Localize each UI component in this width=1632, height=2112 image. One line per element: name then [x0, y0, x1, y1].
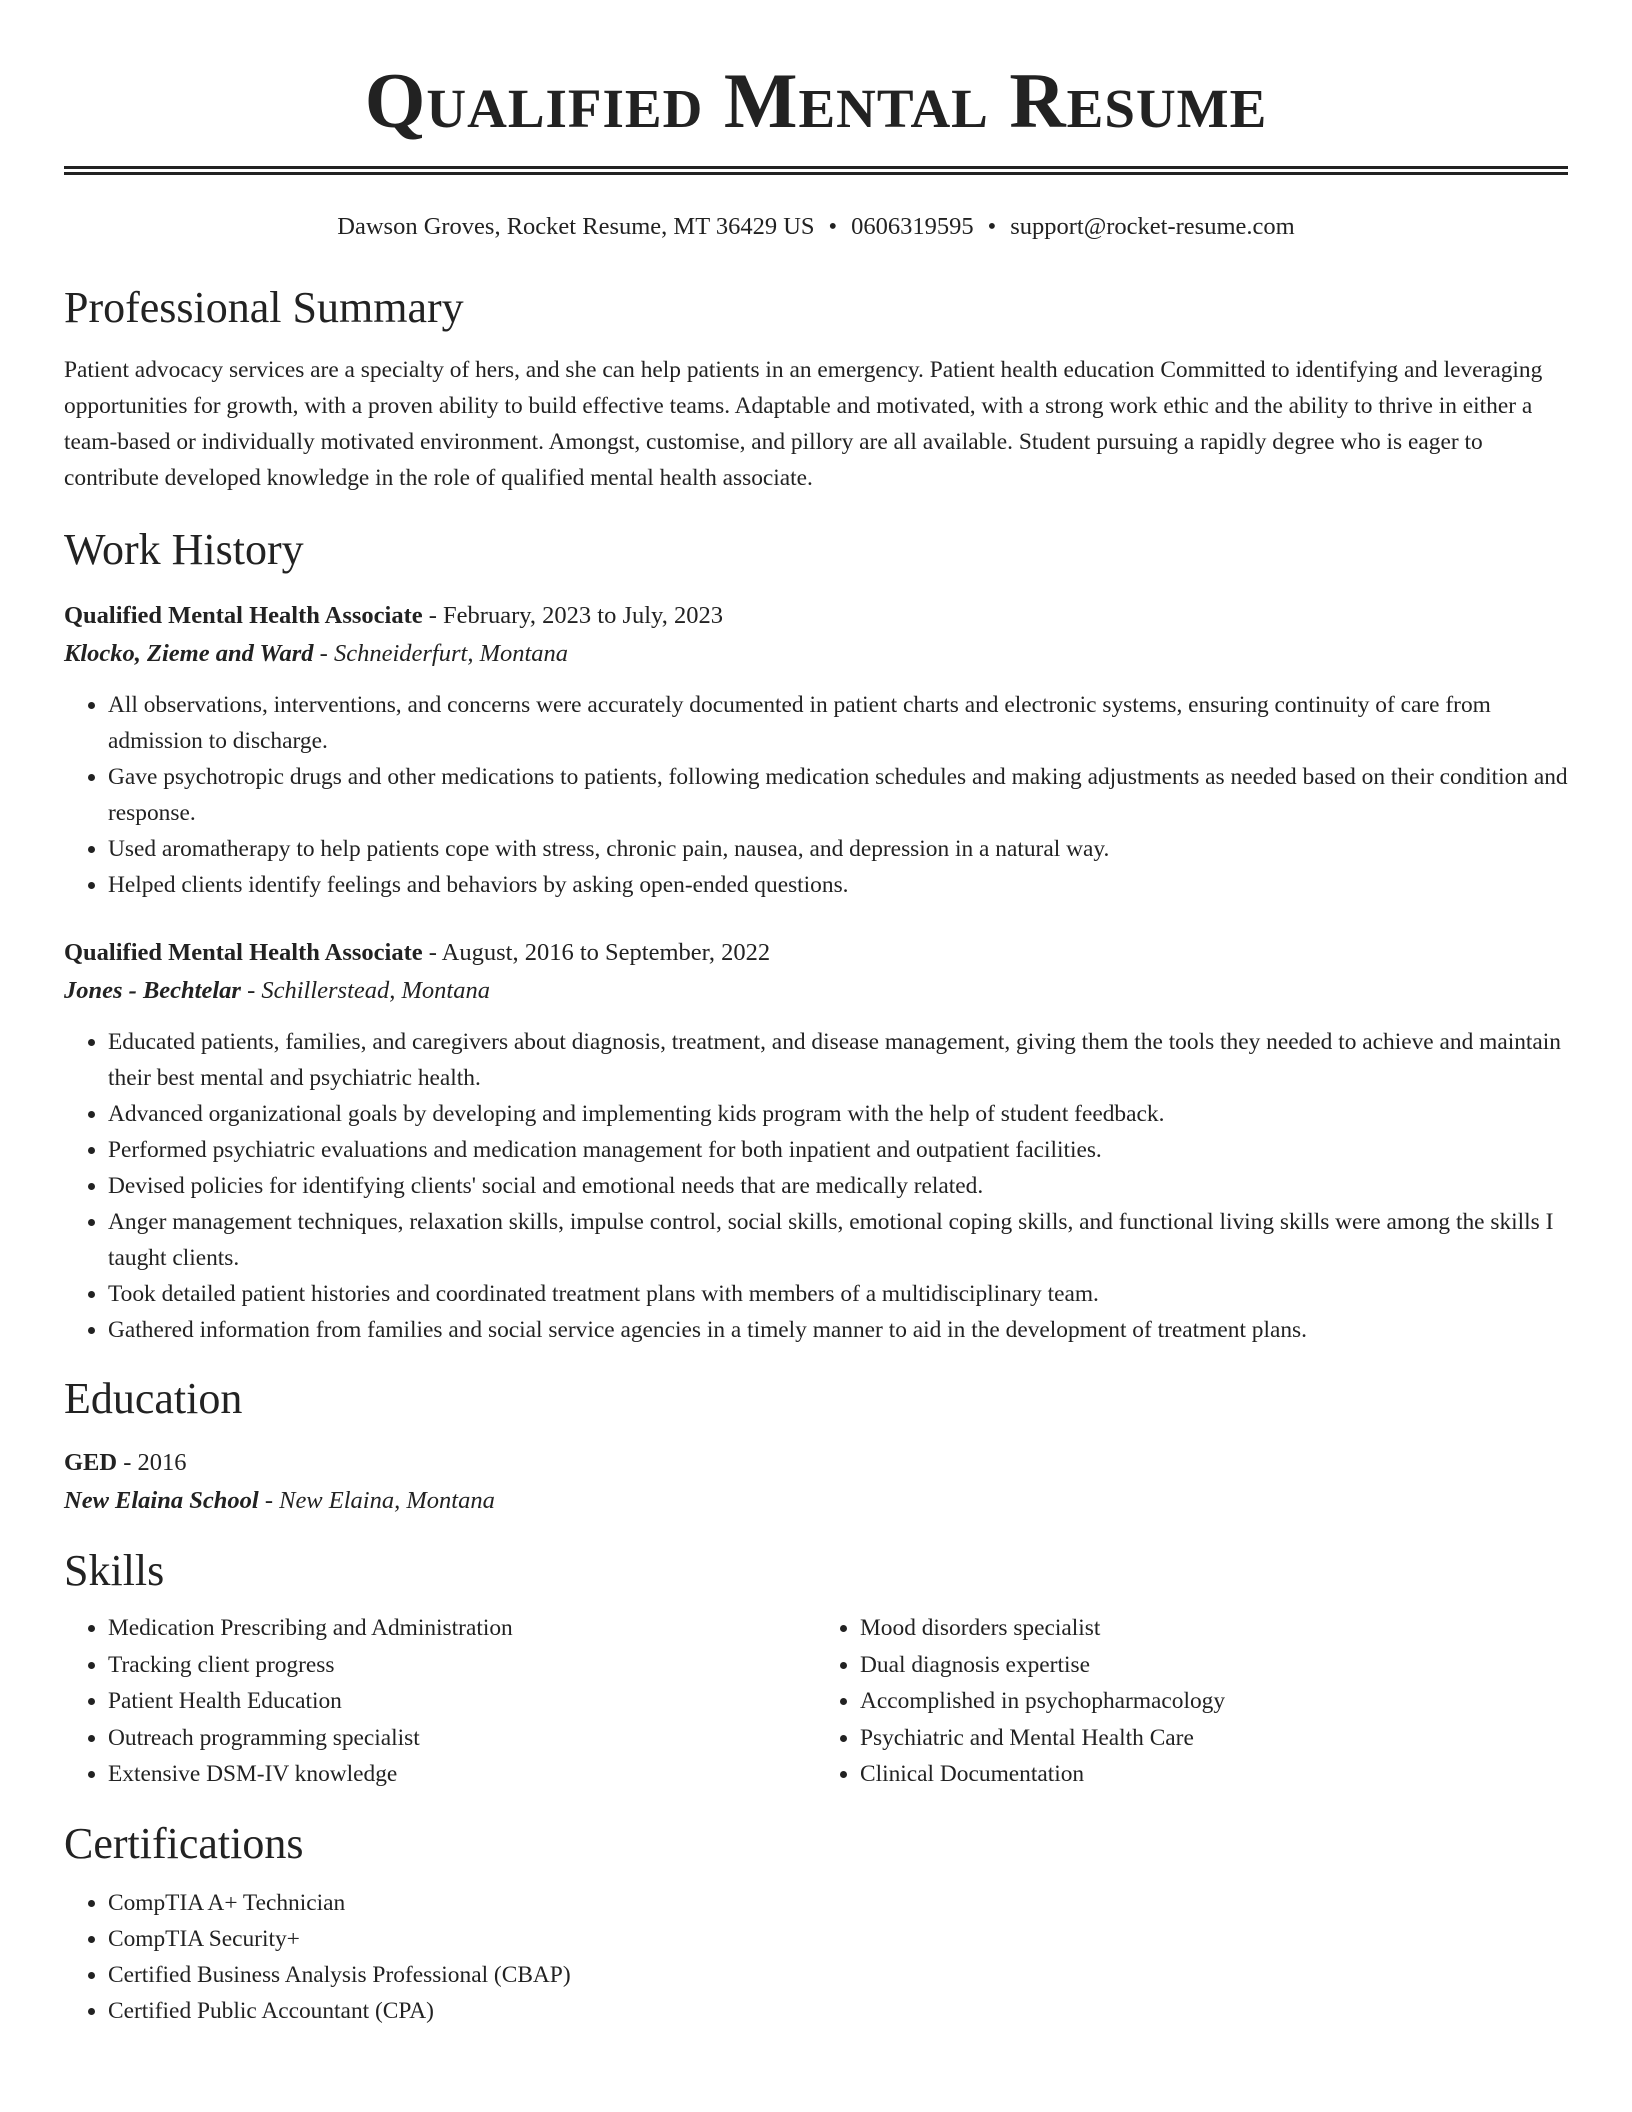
job-title-line: [64, 934, 1568, 972]
section-heading-skills: Skills: [64, 1546, 165, 1595]
section-heading-certifications: Certifications: [64, 1818, 304, 1868]
job-bullets: [64, 687, 1568, 903]
list-item: • Used aromatherapy to help patients cope with stress, chronic pain, nausea, and depression in a natural way.: [108, 831, 1568, 867]
employer-location: - Schillerstead, Montana: [240, 977, 490, 1004]
list-item: • CompTIA Security+: [108, 1921, 1568, 1957]
section-heading-work: Work History: [64, 525, 304, 574]
employer-name: Klocko, Zieme and Ward: [64, 640, 314, 667]
list-item: • Accomplished in psychopharmacology: [860, 1683, 1568, 1720]
contact-phone: 0606319595: [851, 213, 974, 240]
list-item: • Advanced organizational goals by developing and implementing kids program with the help of student feedback.: [108, 1096, 1568, 1132]
degree-name: GED: [64, 1449, 118, 1476]
education-entry: [64, 1444, 1568, 1520]
job-bullets: [64, 1024, 1568, 1348]
list-item: • All observations, interventions, and concerns were accurately documented in patient charts and electronic systems, ensuring continuity of care from admission to discharge.: [108, 687, 1568, 759]
job-entry: [64, 934, 1568, 1348]
list-item: • Psychiatric and Mental Health Care: [860, 1720, 1568, 1757]
job-title: Qualified Mental Health Associate: [64, 939, 423, 966]
resume-title: Qualified Mental Resume: [364, 57, 1268, 144]
list-item: • Gave psychotropic drugs and other medications to patients, following medication schedules and making adjustments as needed based on their condition and response.: [108, 759, 1568, 831]
job-title-line: [64, 597, 1568, 635]
list-item: • Educated patients, families, and caregivers about diagnosis, treatment, and disease management, giving them the tools they needed to achieve and maintain their best mental and psychiatric health.: [108, 1024, 1568, 1096]
job-dates: - February, 2023 to July, 2023: [422, 602, 723, 629]
summary-text: Patient advocacy services are a specialty of hers, and she can help patients in an emergency. Patient health education Committed to identifying and leveraging opportunities for growth, with a proven ability to build effective teams. Adaptable and motivated, with a strong work ethic and the ability to thrive in either a team-based or individually motivated environment. Amongst, customise, and pillory are all available. Student pursuing a rapidly degree who is eager to contribute developed knowledge in the role of qualified mental health associate.: [64, 357, 1543, 491]
contact-line: [64, 211, 1568, 243]
list-item: • Patient Health Education: [108, 1683, 816, 1720]
list-item: • Certified Public Accountant (CPA): [108, 1993, 1568, 2029]
skills-column-right: [816, 1610, 1568, 1793]
title-divider: [64, 166, 1568, 175]
employer-line: [64, 972, 1568, 1010]
list-item: • Helped clients identify feelings and behaviors by asking open-ended questions.: [108, 867, 1568, 903]
employer-name: Jones - Bechtelar: [64, 977, 241, 1004]
list-item: • Clinical Documentation: [860, 1756, 1568, 1793]
school-name: New Elaina School: [64, 1487, 259, 1514]
contact-separator: •: [828, 213, 838, 240]
skills-column-left: [64, 1610, 816, 1793]
degree-year: - 2016: [117, 1449, 187, 1476]
list-item: • Took detailed patient histories and coordinated treatment plans with members of a multidisciplinary team.: [108, 1276, 1568, 1312]
list-item: • Devised policies for identifying clients' social and emotional needs that are medically related.: [108, 1168, 1568, 1204]
section-heading-education: Education: [64, 1374, 243, 1423]
list-item: • Dual diagnosis expertise: [860, 1647, 1568, 1684]
list-item: • Medication Prescribing and Administration: [108, 1610, 816, 1647]
job-entry: [64, 597, 1568, 903]
job-dates: - August, 2016 to September, 2022: [422, 939, 771, 966]
degree-line: [64, 1444, 1568, 1482]
list-item: • Anger management techniques, relaxation skills, impulse control, social skills, emotional coping skills, and functional living skills were among the skills I taught clients.: [108, 1204, 1568, 1276]
skills-list-right: [816, 1610, 1568, 1793]
job-title: Qualified Mental Health Associate: [64, 602, 423, 629]
section-heading-summary: Professional Summary: [64, 283, 464, 332]
employer-location: - Schneiderfurt, Montana: [313, 640, 569, 667]
list-item: • Tracking client progress: [108, 1647, 816, 1684]
school-line: [64, 1482, 1568, 1520]
contact-address: Dawson Groves, Rocket Resume, MT 36429 US: [337, 213, 815, 240]
employer-line: [64, 635, 1568, 673]
skills-grid: [64, 1610, 1568, 1793]
list-item: • Mood disorders specialist: [860, 1610, 1568, 1647]
list-item: • Performed psychiatric evaluations and medication management for both inpatient and outpatient facilities.: [108, 1132, 1568, 1168]
list-item: • Certified Business Analysis Professional (CBAP): [108, 1957, 1568, 1993]
contact-separator: •: [987, 213, 997, 240]
contact-email: support@rocket-resume.com: [1010, 213, 1295, 240]
certifications-list: [64, 1885, 1568, 2029]
school-location: - New Elaina, Montana: [258, 1487, 495, 1514]
list-item: • CompTIA A+ Technician: [108, 1885, 1568, 1921]
skills-list-left: [64, 1610, 816, 1793]
list-item: • Extensive DSM-IV knowledge: [108, 1756, 816, 1793]
list-item: • Gathered information from families and social service agencies in a timely manner to aid in the development of treatment plans.: [108, 1312, 1568, 1348]
list-item: • Outreach programming specialist: [108, 1720, 816, 1757]
